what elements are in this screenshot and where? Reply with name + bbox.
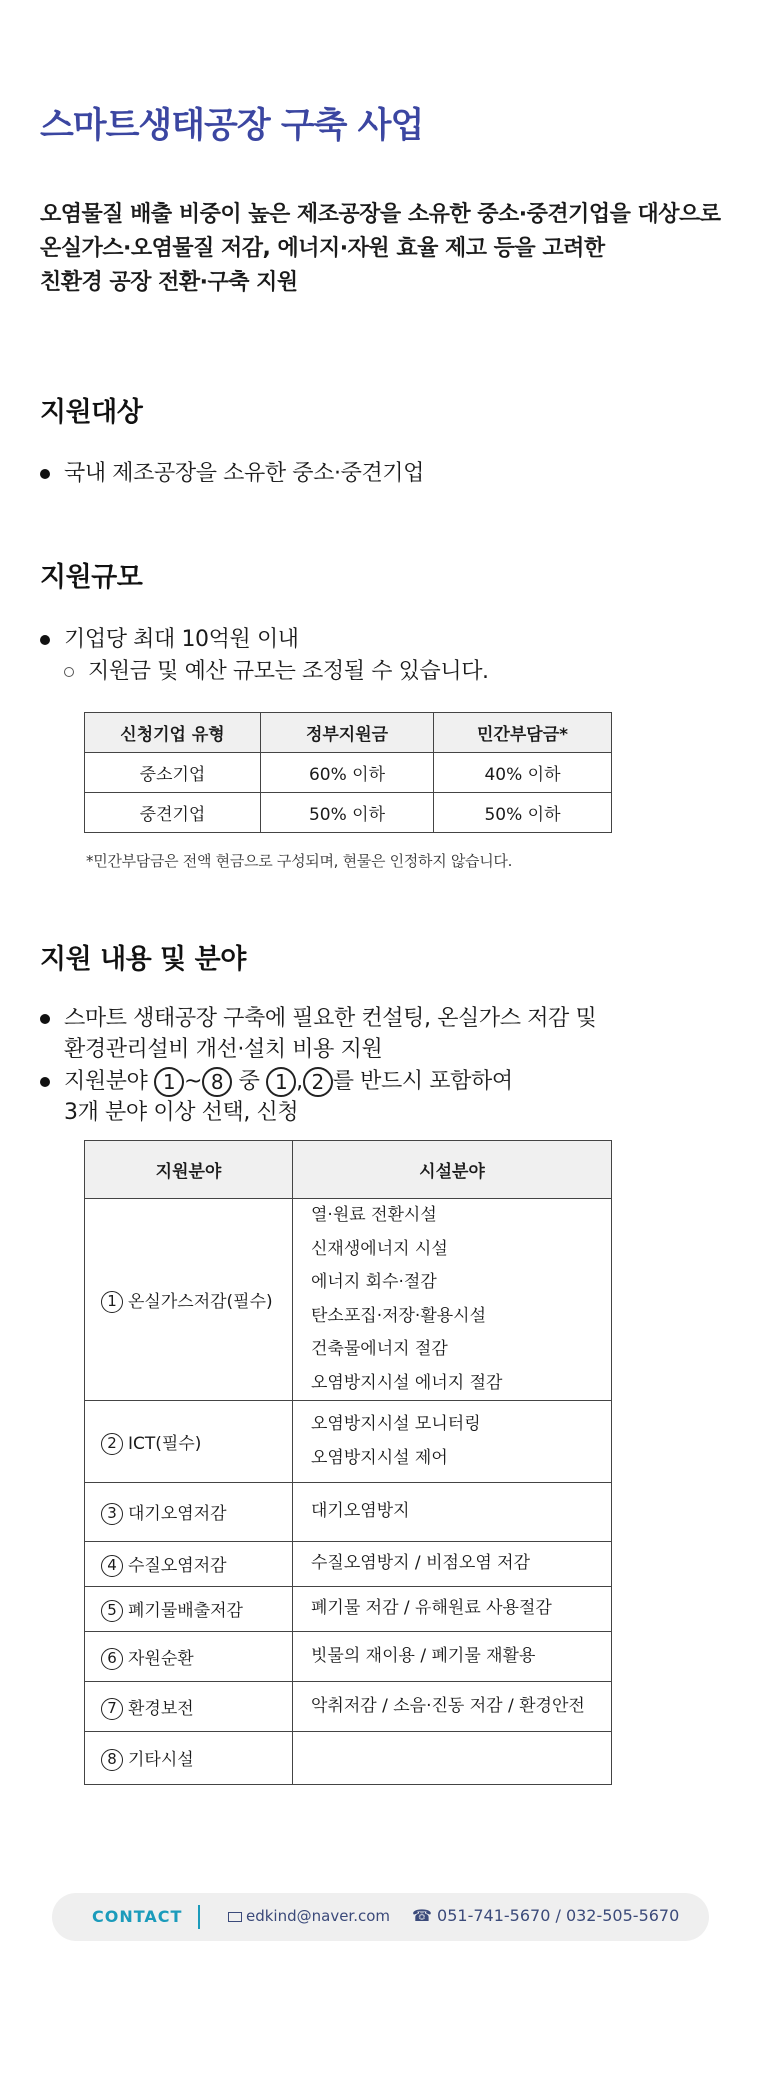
email-text: edkind@naver.com xyxy=(246,1907,391,1925)
intro-text xyxy=(40,198,730,300)
field-label: 자원순환 xyxy=(128,1648,194,1669)
bullet-text: 를 반드시 포함하여 xyxy=(332,1069,513,1094)
field-label: 온실가스저감(필수) xyxy=(128,1291,273,1312)
circled-number: 6 xyxy=(101,1648,123,1670)
table-cell: 40% 이하 xyxy=(434,753,612,793)
sub-bullet-circle-icon xyxy=(64,667,74,677)
bullet-text: 지원분야 xyxy=(64,1069,148,1094)
content-bullet-2 xyxy=(40,1066,513,1128)
facility-cell xyxy=(293,1483,612,1542)
scale-sub-text: 지원금 및 예산 규모는 조정될 수 있습니다. xyxy=(88,659,489,684)
field-label: 수질오염저감 xyxy=(128,1556,227,1576)
table-row xyxy=(85,793,612,833)
target-bullet xyxy=(40,458,424,489)
circled-number: 5 xyxy=(101,1600,123,1622)
circled-number: 1 xyxy=(266,1067,296,1097)
scale-sub-bullet xyxy=(64,656,489,687)
bullet-text: , xyxy=(296,1069,303,1094)
facility-item: 신재생에너지 시설 xyxy=(311,1238,448,1259)
content-bullet-2-line: 3개 분야 이상 선택, 신청 xyxy=(64,1100,299,1125)
bullet-dot-icon xyxy=(40,469,50,479)
field-cell xyxy=(85,1632,293,1682)
bullet-dot-icon xyxy=(40,1077,50,1087)
table-header: 정부지원금 xyxy=(261,713,434,753)
field-label: ICT(필수) xyxy=(128,1433,202,1454)
field-cell xyxy=(85,1682,293,1732)
circled-number: 8 xyxy=(101,1749,123,1771)
field-label: 폐기물배출저감 xyxy=(128,1601,243,1621)
bullet-text: ~ xyxy=(184,1069,203,1094)
content-bullet-2-line xyxy=(64,1066,513,1097)
scale-bullet-text: 기업당 최대 10억원 이내 xyxy=(64,627,299,652)
contact-phone[interactable] xyxy=(412,1906,679,1925)
intro-line: 온실가스·오염물질 저감, 에너지·자원 효율 제고 등을 고려한 xyxy=(40,236,605,261)
contact-email[interactable] xyxy=(228,1907,390,1925)
circled-number: 7 xyxy=(101,1698,123,1720)
facility-cell xyxy=(293,1682,612,1732)
content-bullet-1 xyxy=(40,1003,596,1065)
contact-bar xyxy=(52,1893,709,1941)
phone-text: 051-741-5670 / 032-505-5670 xyxy=(437,1906,680,1925)
facility-cell xyxy=(293,1632,612,1682)
table-footnote: *민간부담금은 전액 현금으로 구성되며, 현물은 인정하지 않습니다. xyxy=(86,852,513,870)
mail-icon xyxy=(228,1912,242,1922)
intro-line: 친환경 공장 전환·구축 지원 xyxy=(40,270,298,295)
target-heading: 지원대상 xyxy=(40,397,143,428)
bullet-dot-icon xyxy=(40,635,50,645)
table-header: 시설분야 xyxy=(293,1141,612,1199)
circled-number: 8 xyxy=(202,1067,232,1097)
content-bullet-1-line: 스마트 생태공장 구축에 필요한 컨설팅, 온실가스 저감 및 xyxy=(64,1006,597,1031)
facility-cell xyxy=(293,1587,612,1632)
contact-label: CONTACT xyxy=(92,1907,183,1926)
intro-line: 오염물질 배출 비중이 높은 제조공장을 소유한 중소·중견기업을 대상으로 xyxy=(40,202,721,227)
field-label: 대기오염저감 xyxy=(128,1504,227,1524)
scale-heading: 지원규모 xyxy=(40,562,143,593)
table-header: 민간부담금* xyxy=(434,713,612,753)
field-cell xyxy=(85,1732,293,1785)
facility-cell xyxy=(293,1199,612,1401)
table-row xyxy=(85,1542,612,1587)
contact-divider xyxy=(198,1905,200,1929)
field-cell xyxy=(85,1199,293,1401)
table-header-row xyxy=(85,713,612,753)
bullet-text: 중 xyxy=(238,1069,260,1094)
facility-item: 악취저감 / 소음·진동 저감 / 환경안전 xyxy=(311,1695,585,1716)
circled-number: 1 xyxy=(101,1291,123,1313)
facility-item: 열·원료 전환시설 xyxy=(311,1205,437,1225)
table-row xyxy=(85,1483,612,1542)
table-cell: 50% 이하 xyxy=(434,793,612,833)
circled-number: 2 xyxy=(303,1067,333,1097)
phone-icon: ☎ xyxy=(412,1906,432,1925)
circled-number: 1 xyxy=(154,1067,184,1097)
field-label: 환경보전 xyxy=(128,1698,194,1719)
facility-item: 오염방지시설 에너지 절감 xyxy=(311,1372,503,1393)
table-row xyxy=(85,1632,612,1682)
page-title: 스마트생태공장 구축 사업 xyxy=(40,106,424,146)
content-heading: 지원 내용 및 분야 xyxy=(40,944,246,975)
table-cell: 50% 이하 xyxy=(261,793,434,833)
facility-item: 오염방지시설 모니터링 xyxy=(311,1414,481,1434)
table-cell: 중견기업 xyxy=(85,793,261,833)
field-label: 기타시설 xyxy=(128,1750,194,1770)
facility-item: 폐기물 저감 / 유해원료 사용절감 xyxy=(311,1598,552,1619)
circled-number: 4 xyxy=(101,1555,123,1577)
facility-item: 빗물의 재이용 / 폐기물 재활용 xyxy=(311,1645,536,1666)
facility-item: 탄소포집·저장·활용시설 xyxy=(311,1305,487,1326)
table-row xyxy=(85,1732,612,1785)
table-cell: 중소기업 xyxy=(85,753,261,793)
target-bullet-text: 국내 제조공장을 소유한 중소·중견기업 xyxy=(64,461,425,486)
table-row xyxy=(85,1199,612,1401)
field-cell xyxy=(85,1542,293,1587)
support-fields-table xyxy=(84,1140,612,1785)
table-cell: 60% 이하 xyxy=(261,753,434,793)
facility-cell xyxy=(293,1401,612,1483)
circled-number: 3 xyxy=(101,1503,123,1525)
table-row xyxy=(85,1587,612,1632)
table-row xyxy=(85,1682,612,1732)
scale-bullet xyxy=(40,624,299,655)
facility-cell xyxy=(293,1732,612,1785)
facility-item: 오염방지시설 제어 xyxy=(311,1447,448,1468)
table-row xyxy=(85,1401,612,1483)
table-header-row xyxy=(85,1141,612,1199)
bullet-dot-icon xyxy=(40,1014,50,1024)
table-header: 지원분야 xyxy=(85,1141,293,1199)
circled-number: 2 xyxy=(101,1433,123,1455)
table-header: 신청기업 유형 xyxy=(85,713,261,753)
facility-cell xyxy=(293,1542,612,1587)
facility-item: 수질오염방지 / 비점오염 저감 xyxy=(311,1553,531,1574)
field-cell xyxy=(85,1587,293,1632)
facility-item: 건축물에너지 절감 xyxy=(311,1339,448,1359)
facility-item: 대기오염방지 xyxy=(311,1501,410,1522)
funding-table xyxy=(84,712,612,833)
table-row xyxy=(85,753,612,793)
field-cell xyxy=(85,1483,293,1542)
content-bullet-1-line: 환경관리설비 개선·설치 비용 지원 xyxy=(64,1037,383,1062)
facility-item: 에너지 회수·절감 xyxy=(311,1272,437,1292)
field-cell xyxy=(85,1401,293,1483)
